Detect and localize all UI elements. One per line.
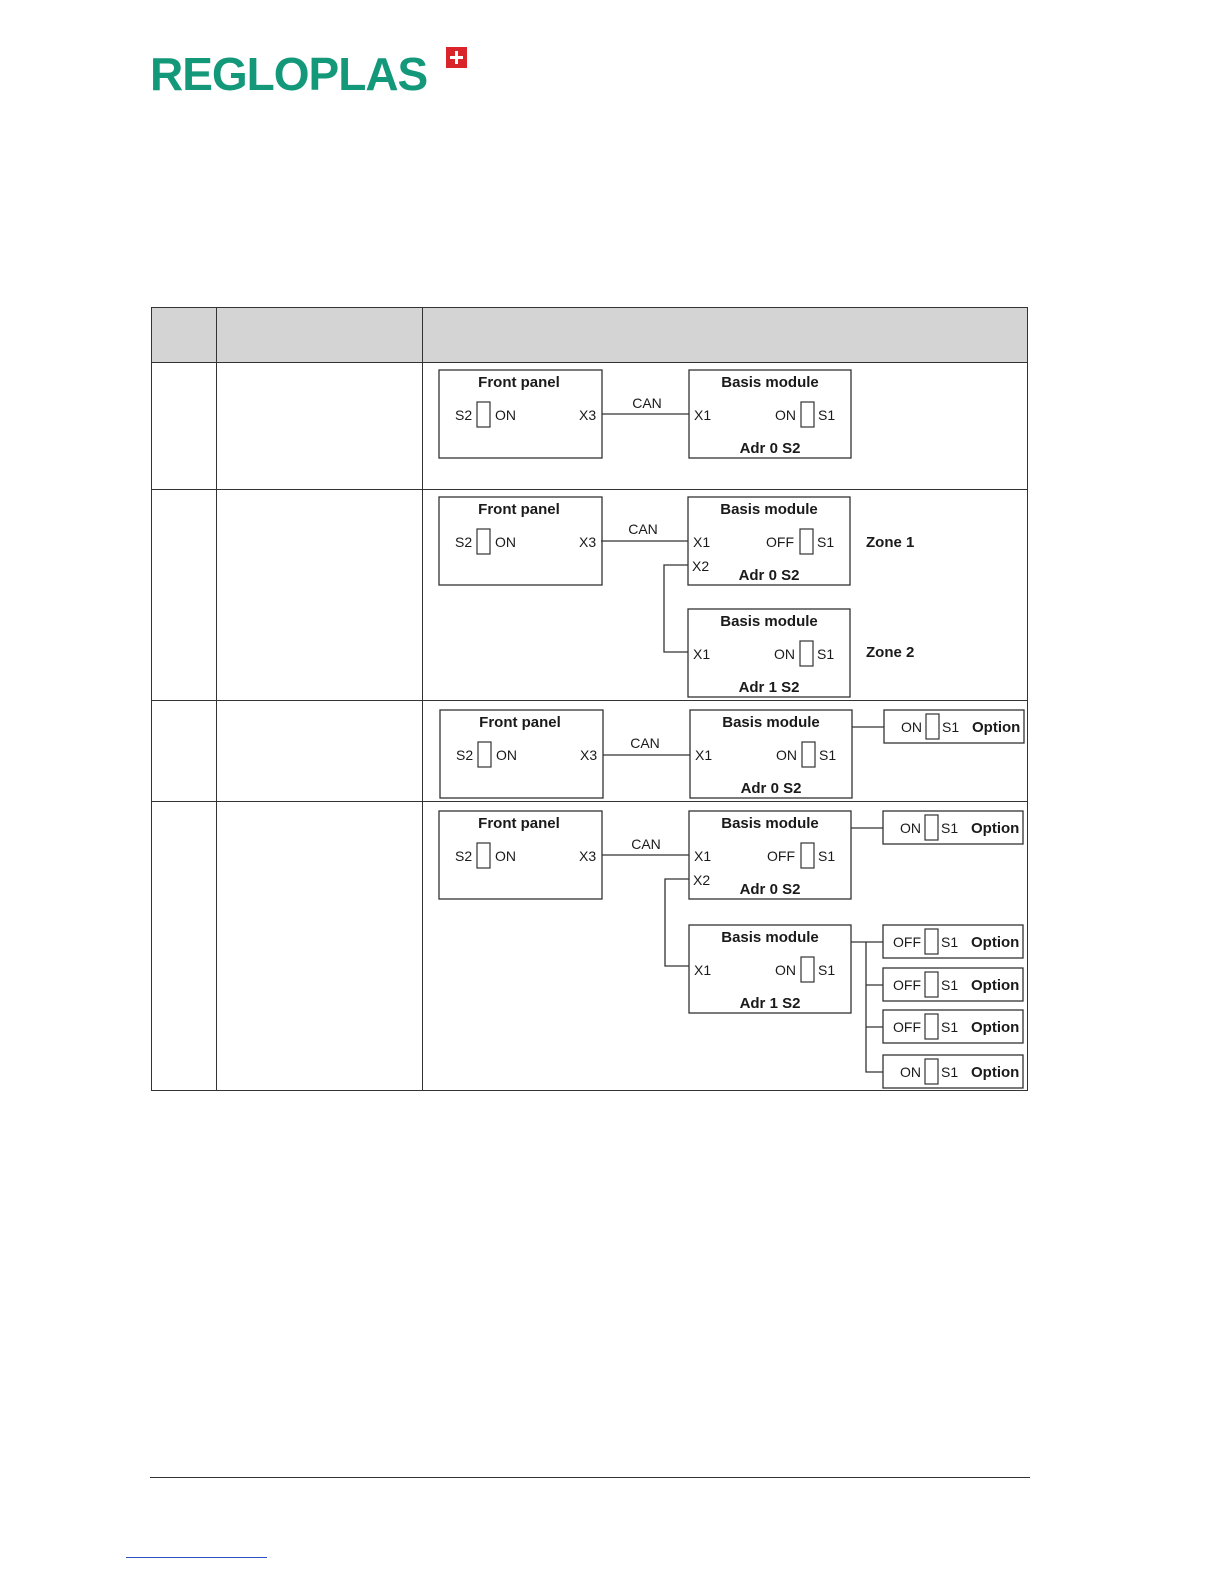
switch-label-s1: S1 — [941, 1019, 959, 1035]
switch-state-on: ON — [775, 407, 796, 423]
connector-x1: X1 — [693, 534, 711, 550]
switch-label-s2: S2 — [455, 534, 473, 550]
dip-switch-s1 — [925, 1059, 938, 1084]
option-label: Option — [971, 977, 1020, 994]
dip-switch-s1 — [925, 929, 938, 954]
x2-link-line — [664, 565, 688, 652]
switch-state-on: ON — [900, 820, 921, 836]
connector-x2: X2 — [693, 872, 711, 888]
switch-state-off: OFF — [767, 848, 795, 864]
switch-state-on: ON — [495, 534, 516, 550]
dip-switch-s2 — [477, 843, 490, 868]
switch-label-s2: S2 — [456, 747, 474, 763]
switch-state-off: OFF — [893, 934, 921, 950]
switch-state-on: ON — [900, 1064, 921, 1080]
can-label: CAN — [631, 836, 661, 852]
basis-module-title: Basis module — [722, 714, 820, 731]
dip-switch-s1 — [800, 529, 813, 554]
dip-switch-s1 — [925, 815, 938, 840]
logo-text: REGLOPLAS — [150, 48, 428, 100]
switch-state-on: ON — [496, 747, 517, 763]
connector-x1: X1 — [694, 962, 712, 978]
dip-switch-s2 — [478, 742, 491, 767]
module-address: Adr 0 S2 — [738, 567, 800, 584]
switch-state-on: ON — [776, 747, 797, 763]
dip-switch-s1 — [800, 641, 813, 666]
module-address: Adr 0 S2 — [740, 780, 802, 797]
module-address: Adr 1 S2 — [739, 995, 801, 1012]
switch-state-off: OFF — [766, 534, 794, 550]
option-bus-line — [866, 942, 883, 1072]
switch-label-s1: S1 — [817, 646, 835, 662]
switch-label-s1: S1 — [941, 977, 959, 993]
module-address: Adr 0 S2 — [739, 440, 801, 457]
basis-module-title: Basis module — [721, 374, 819, 391]
switch-label-s1: S1 — [941, 934, 959, 950]
switch-label-s2: S2 — [455, 848, 473, 864]
connector-x1: X1 — [695, 747, 713, 763]
connector-x1: X1 — [693, 646, 711, 662]
switch-label-s1: S1 — [817, 534, 835, 550]
option-label: Option — [971, 1019, 1020, 1036]
option-label: Option — [971, 1064, 1020, 1081]
connector-x3: X3 — [579, 848, 597, 864]
switch-state-on: ON — [774, 646, 795, 662]
connector-x3: X3 — [579, 407, 597, 423]
switch-state-off: OFF — [893, 1019, 921, 1035]
switch-label-s2: S2 — [455, 407, 473, 423]
dip-switch-s1 — [801, 957, 814, 982]
can-label: CAN — [632, 395, 662, 411]
front-panel-title: Front panel — [478, 374, 560, 391]
front-panel-title: Front panel — [478, 501, 560, 518]
switch-state-on: ON — [901, 719, 922, 735]
dip-switch-s1 — [801, 402, 814, 427]
diagram-group — [439, 370, 1024, 1088]
switch-label-s1: S1 — [818, 407, 836, 423]
switch-state-on: ON — [775, 962, 796, 978]
module-address: Adr 1 S2 — [738, 679, 800, 696]
switch-label-s1: S1 — [941, 820, 959, 836]
basis-module-title: Basis module — [720, 501, 818, 518]
dip-switch-s1 — [801, 843, 814, 868]
dip-switch-s1 — [926, 714, 939, 739]
dip-switch-s1 — [802, 742, 815, 767]
switch-label-s1: S1 — [941, 1064, 959, 1080]
x2-link-line — [665, 879, 689, 966]
dip-switch-s2 — [477, 529, 490, 554]
zone-label: Zone 2 — [866, 644, 915, 661]
front-panel-title: Front panel — [479, 714, 561, 731]
footer-link-underline — [126, 1557, 267, 1558]
connector-x1: X1 — [694, 407, 712, 423]
switch-state-on: ON — [495, 407, 516, 423]
dip-switch-s2 — [477, 402, 490, 427]
basis-module-title: Basis module — [721, 815, 819, 832]
front-panel-title: Front panel — [478, 815, 560, 832]
footer-rule — [150, 1477, 1030, 1478]
can-label: CAN — [630, 735, 660, 751]
option-label: Option — [971, 820, 1020, 837]
connector-x3: X3 — [579, 534, 597, 550]
switch-state-on: ON — [495, 848, 516, 864]
switch-label-s1: S1 — [819, 747, 837, 763]
option-label: Option — [971, 934, 1020, 951]
dip-switch-s1 — [925, 1014, 938, 1039]
switch-label-s1: S1 — [818, 962, 836, 978]
dip-switch-s1 — [925, 972, 938, 997]
option-label: Option — [972, 719, 1021, 736]
can-label: CAN — [628, 521, 658, 537]
basis-module-title: Basis module — [721, 929, 819, 946]
module-address: Adr 0 S2 — [739, 881, 801, 898]
connector-x2: X2 — [692, 558, 710, 574]
connector-x1: X1 — [694, 848, 712, 864]
basis-module-title: Basis module — [720, 613, 818, 630]
zone-label: Zone 1 — [866, 534, 915, 551]
connector-x3: X3 — [580, 747, 598, 763]
switch-label-s1: S1 — [818, 848, 836, 864]
switch-label-s1: S1 — [942, 719, 960, 735]
switch-state-off: OFF — [893, 977, 921, 993]
